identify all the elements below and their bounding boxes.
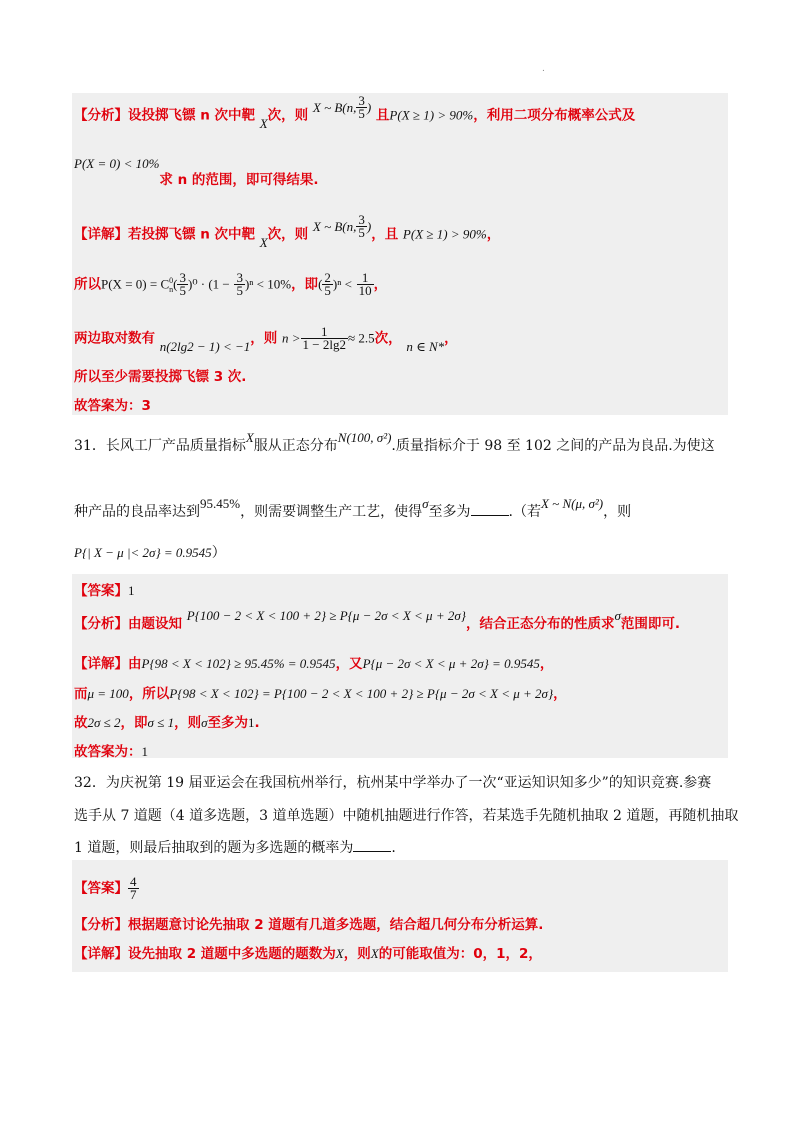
q31-detail: 【详解】由P{98 < X < 102} ≥ 95.45% = 0.9545，又P{μ − 2σ < X < μ + 2σ} = 0.9545，: [74, 656, 554, 672]
q30-detail: 【详解】若投掷飞镖 n 次中靶 X次，则 X ~ B(n, $\frac{3}{5}$ )，且 P(X ≥ 1) > 90%，: [74, 212, 501, 250]
page-dot: .: [542, 64, 545, 74]
q31-stem-line1: 31．长风工厂产品质量指标X服从正态分布N(100, σ²).质量指标介于 98 至 102 之间的产品为良品.为使这: [74, 430, 715, 454]
q31-answer-final: 故答案为：1: [74, 744, 148, 760]
q30-answer: 故答案为：3: [74, 398, 151, 414]
q32-detail: 【详解】设先抽取 2 道题中多选题的题数为X，则X的可能取值为：0，1，2，: [74, 946, 542, 962]
q30-detail-line2: 所以P(X = 0) = C 0 n ( $\frac{3}{5}$ )⁰ · (1 − $\frac{3}{5}$ )ⁿ < 10%，即( $\frac{2}{5}$ )ⁿ < $\frac{1}{10}$ ，: [74, 270, 388, 298]
q32-stem-line3: 1 道题，则最后抽取到的题为多选题的概率为 .: [74, 840, 396, 856]
answer-blank: [353, 839, 391, 852]
q30-analysis: 【分析】设投掷飞镖 n 次中靶 X次，则 X ~ B(n, $\frac{3}{5}$ ) 且P(X ≥ 1) > 90%，利用二项分布概率公式及: [74, 93, 636, 131]
q31-detail-line3: 故2σ ≤ 2，即σ ≤ 1，则σ至多为1.: [74, 715, 260, 731]
q30-detail-line3: 两边取对数有 n(2lg2 − 1) < −1，则 n > $\frac{1}{1 - 2\lg 2}$ ≈ 2.5次， n ∈ N*，: [74, 324, 458, 354]
q30-analysis-cont: P(X = 0) < 10%求 n 的范围，即可得结果.: [74, 156, 319, 188]
q31-stem-line3: P{| X − μ |< 2σ} = 0.9545）: [74, 545, 226, 561]
q31-answer: 【答案】1: [74, 583, 135, 599]
q31-analysis: 【分析】由题设知 P{100 − 2 < X < 100 + 2} ≥ P{μ − 2σ < X < μ + 2σ}，结合正态分布的性质求σ范围即可.: [74, 608, 681, 632]
answer-blank: [471, 503, 509, 516]
answer-fraction: $\frac{4}{7}$: [130, 874, 137, 902]
q31-stem-line2: 种产品的良品率达到95.45%，则需要调整生产工艺，使得σ至多为 .（若X ~ N(μ, σ²)，则: [74, 496, 632, 520]
q31-detail-line2: 而μ = 100，所以P{98 < X < 102} = P{100 − 2 < X < 100 + 2} ≥ P{μ − 2σ < X < μ + 2σ}，: [74, 686, 567, 702]
q32-answer: 【答案】 $\frac{4}{7}$: [74, 874, 137, 902]
q32-analysis: 【分析】根据题意讨论先抽取 2 道题有几道多选题，结合超几何分布分析运算.: [74, 917, 544, 933]
q30-conclusion: 所以至少需要投掷飞镖 3 次.: [74, 369, 247, 385]
q32-stem-line1: 32．为庆祝第 19 届亚运会在我国杭州举行，杭州某中学举办了一次“亚运知识知多少”的知识竞赛.参赛: [74, 775, 712, 791]
q32-stem-line2: 选手从 7 道题（4 道多选题，3 道单选题）中随机抽题进行作答，若某选手先随机抽取 2 道题，再随机抽取: [74, 808, 739, 824]
